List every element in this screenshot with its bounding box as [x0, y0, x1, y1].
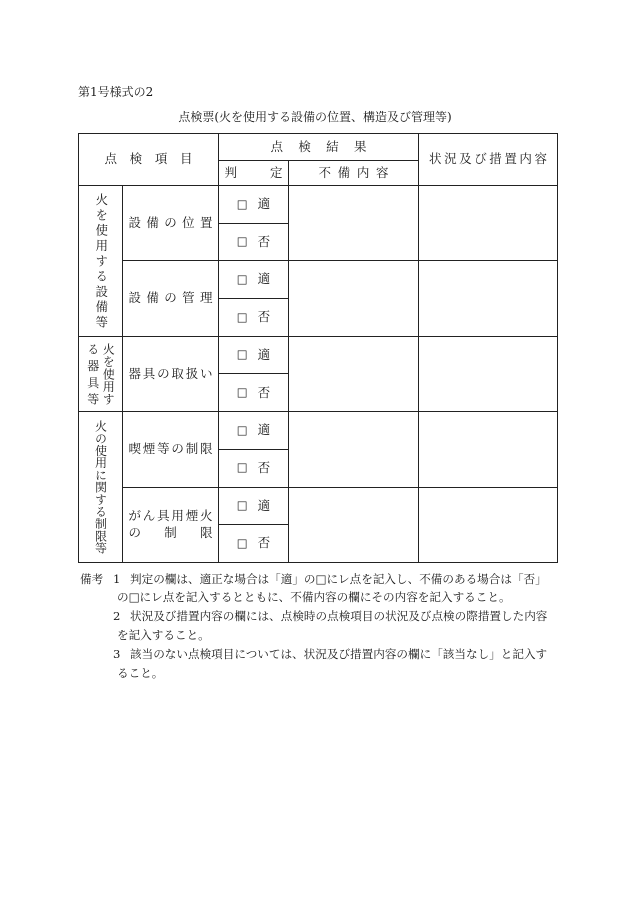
checkbox-glyph: □ [236, 385, 248, 400]
checkbox-glyph: □ [236, 271, 248, 286]
group-fire-appliances-label-column: る器具等 [85, 342, 100, 410]
group-fire-appliances-label [85, 342, 116, 410]
judgement-ng-label: 否 [257, 535, 271, 551]
judgement-ok-cell [219, 412, 289, 450]
header-inspection-item-cell [79, 134, 219, 186]
judgement-ok-cell [219, 337, 289, 375]
note-number: 3 [113, 646, 121, 661]
status-measures-cell [419, 412, 558, 487]
item-smoking-restriction [123, 412, 219, 487]
deficiency-cell [289, 186, 419, 261]
judgement-ng-cell [219, 299, 289, 337]
status-measures-cell [419, 488, 558, 563]
group-fire-use-restrictions-label: 火の使用に関する制限等 [93, 419, 108, 555]
group-fire-appliances-label-column: 火を使用す [101, 342, 116, 406]
note-line: 判定の欄は、適正な場合は「適」の□にレ点を記入し、不備のある場合は「否」 [130, 571, 547, 586]
inspection-table [78, 133, 558, 563]
deficiency-cell [289, 337, 419, 412]
header-inspection-result-cell [219, 134, 419, 161]
note-item [0, 570, 630, 608]
note-line: の□にレ点を記入するとともに、不備内容の欄にその内容を記入すること。 [117, 590, 511, 605]
checkbox-glyph: □ [236, 422, 248, 437]
item-equipment-management [123, 261, 219, 336]
checkbox-glyph: □ [236, 347, 248, 362]
header-status-measures: 状況及び措置内容 [429, 151, 550, 167]
header-judgement: 判定 [224, 164, 316, 180]
item-equipment-management-label: 設備の管理 [128, 290, 218, 306]
item-toy-fireworks-restriction-label [128, 507, 236, 540]
header-inspection-item: 点検項目 [104, 151, 206, 167]
judgement-ok-label: 適 [257, 422, 271, 438]
item-appliance-handling [123, 337, 219, 412]
item-equipment-location-label: 設備の位置 [128, 214, 218, 230]
checkbox-glyph: □ [236, 196, 248, 211]
judgement-ok-cell [219, 261, 289, 299]
note-item [0, 645, 630, 683]
judgement-ok-label: 適 [257, 346, 271, 362]
note-number: 1 [113, 571, 121, 586]
item-label-line: がん具用煙火 [128, 507, 215, 523]
deficiency-cell [289, 261, 419, 336]
judgement-ok-cell [219, 186, 289, 224]
document-title: 点検票(火を使用する設備の位置、構造及び管理等) [178, 110, 452, 124]
header-judgement-cell [219, 161, 316, 186]
deficiency-cell [289, 412, 419, 487]
checkbox-glyph: □ [236, 460, 248, 475]
status-measures-cell [419, 261, 558, 336]
item-appliance-handling-label: 器具の取扱い [128, 365, 215, 381]
judgement-ok-label: 適 [257, 497, 271, 513]
checkbox-glyph: □ [236, 309, 248, 324]
group-fire-appliances [79, 337, 123, 412]
group-fire-equipment-label: 火を使用する設備等 [93, 193, 109, 332]
header-status-measures-cell [419, 134, 558, 186]
judgement-ng-label: 否 [257, 233, 271, 249]
notes-label: 備考 [80, 571, 104, 586]
note-line: 状況及び措置内容の欄には、点検時の点検項目の状況及び点検の際措置した内容 [130, 609, 548, 624]
judgement-ng-cell [219, 525, 289, 563]
group-fire-equipment [79, 186, 123, 337]
judgement-ng-label: 否 [257, 459, 271, 475]
item-equipment-location [123, 186, 219, 261]
judgement-ng-cell [219, 450, 289, 488]
note-line: ること。 [117, 665, 164, 680]
item-smoking-restriction-label: 喫煙等の制限 [128, 441, 215, 457]
judgement-ng-cell [219, 224, 289, 262]
checkbox-glyph: □ [236, 234, 248, 249]
header-inspection-result: 点検結果 [270, 138, 382, 154]
checkbox-glyph: □ [236, 498, 248, 513]
form-number: 第1号様式の2 [78, 85, 154, 99]
judgement-ok-label: 適 [257, 271, 271, 287]
judgement-ng-label: 否 [257, 384, 271, 400]
item-toy-fireworks-restriction [123, 488, 236, 563]
header-deficiency: 不備内容 [318, 164, 396, 180]
note-line: 該当のない点検項目については、状況及び措置内容の欄に「該当なし」と記入す [130, 646, 548, 661]
item-label-line: の制限 [128, 524, 236, 540]
judgement-ok-label: 適 [257, 196, 271, 212]
header-deficiency-cell [289, 161, 419, 186]
note-number: 2 [113, 609, 121, 624]
checkbox-glyph: □ [236, 535, 248, 550]
judgement-ng-label: 否 [257, 309, 271, 325]
note-item [0, 607, 630, 645]
group-fire-use-restrictions [79, 412, 123, 563]
judgement-ok-cell [219, 488, 289, 526]
status-measures-cell [419, 337, 558, 412]
judgement-ng-cell [219, 374, 289, 412]
note-line: を記入すること。 [117, 627, 210, 642]
notes-section [0, 570, 630, 683]
status-measures-cell [419, 186, 558, 261]
deficiency-cell [289, 488, 419, 563]
